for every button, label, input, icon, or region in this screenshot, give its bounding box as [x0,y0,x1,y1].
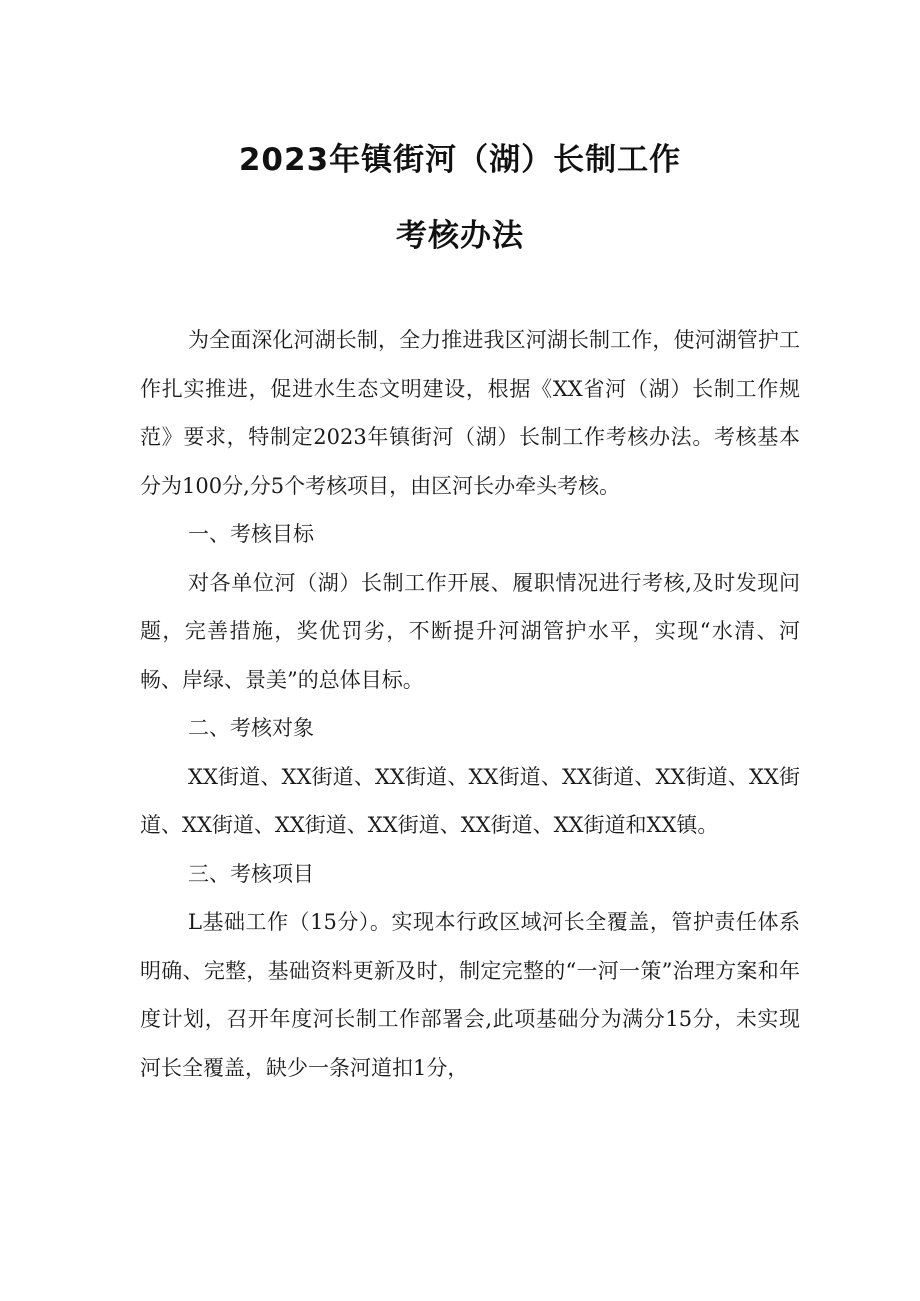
goals-paragraph: 对各单位河（湖）长制工作开展、履职情况进行考核,及时发现问题，完善措施，奖优罚劣，不断提升河湖管护水平，实现“水清、河畅、岸绿、景美”的总体目标。 [140,570,800,692]
items-paragraph-basic-work: L基础工作（15分）。实现本行政区域河长全覆盖，管护责任体系明确、完整，基础资料更新及时，制定完整的“一河一策”治理方案和年度计划，召开年度河长制工作部署会,此项基础分为满分15分，未实现河长全覆盖，缺少一条河道扣1分， [140,910,800,1080]
targets-paragraph: XX街道、XX街道、XX街道、XX街道、XX街道、XX街道、XX街道、XX街道、XX街道、XX街道、XX街道、XX街道和XX镇。 [140,764,800,837]
section-heading-goals: 一、考核目标 [188,522,314,546]
intro-paragraph: 为全面深化河湖长制，全力推进我区河湖长制工作，使河湖管护工作扎实推进，促进水生态文明建设，根据《XX省河（湖）长制工作规范》要求，特制定2023年镇街河（湖）长制工作考核办法。考核基本分为100分,分5个考核项目，由区河长办牵头考核。 [140,328,800,498]
section-heading-items: 三、考核项目 [188,861,314,886]
document-title-line2: 考核办法 [396,218,524,254]
document-body [140,316,800,1092]
document-title-line1: 2023年镇街河（湖）长制工作 [238,142,682,178]
section-heading-targets: 二、考核对象 [188,716,314,740]
